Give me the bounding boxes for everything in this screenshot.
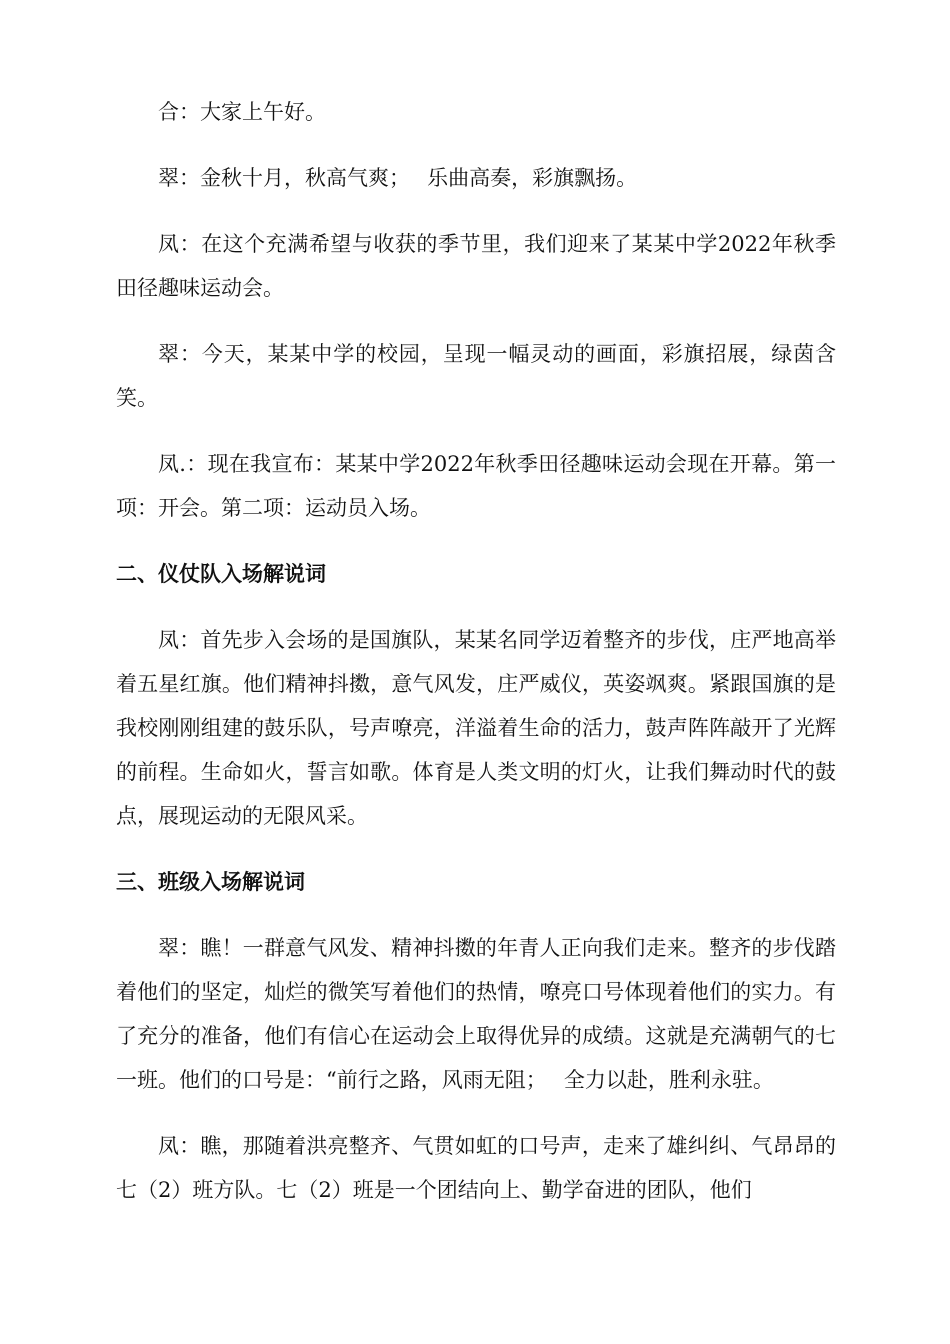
paragraph-honor-guard: 凤：首先步入会场的是国旗队，某某名同学迈着整齐的步伐，庄严地高举着五星红旗。他们精神抖擞，意气风发，庄严威仪，英姿飒爽。紧跟国旗的是我校刚刚组建的鼓乐队，号声嘹亮，洋溢着生命的活力，鼓声阵阵敲开了光辉的前程。生命如火，誓言如歌。体育是人类文明的灯火，让我们舞动时代的鼓点，展现运动的无限风采。 bbox=[116, 628, 836, 828]
paragraph-autumn: 翠：金秋十月，秋高气爽； 乐曲高奏，彩旗飘扬。 bbox=[158, 166, 638, 190]
section-heading-class-entry: 三、班级入场解说词 bbox=[116, 870, 305, 894]
section-heading-honor-guard: 二、仪仗队入场解说词 bbox=[116, 562, 326, 586]
paragraph-campus: 翠：今天，某某中学的校园，呈现一幅灵动的画面，彩旗招展，绿茵含笑。 bbox=[116, 342, 836, 410]
document-body bbox=[116, 90, 836, 1212]
paragraph-opening: 凤.：现在我宣布：某某中学2022年秋季田径趣味运动会现在开幕。第一项：开会。第二项：运动员入场。 bbox=[116, 452, 836, 520]
paragraph-class-one: 翠：瞧！一群意气风发、精神抖擞的年青人正向我们走来。整齐的步伐踏着他们的坚定，灿烂的微笑写着他们的热情，嘹亮口号体现着他们的实力。有了充分的准备，他们有信心在运动会上取得优异的成绩。这就是充满朝气的七一班。他们的口号是：“前行之路，风雨无阻； 全力以赴，胜利永驻。 bbox=[116, 936, 836, 1092]
paragraph-class-two: 凤：瞧，那随着洪亮整齐、气贯如虹的口号声，走来了雄纠纠、气昂昂的七（2）班方队。七（2）班是一个团结向上、勤学奋进的团队，他们 bbox=[116, 1134, 836, 1202]
paragraph-season: 凤：在这个充满希望与收获的季节里，我们迎来了某某中学2022年秋季田径趣味运动会。 bbox=[116, 232, 836, 300]
paragraph-greeting: 合：大家上午好。 bbox=[158, 100, 326, 124]
